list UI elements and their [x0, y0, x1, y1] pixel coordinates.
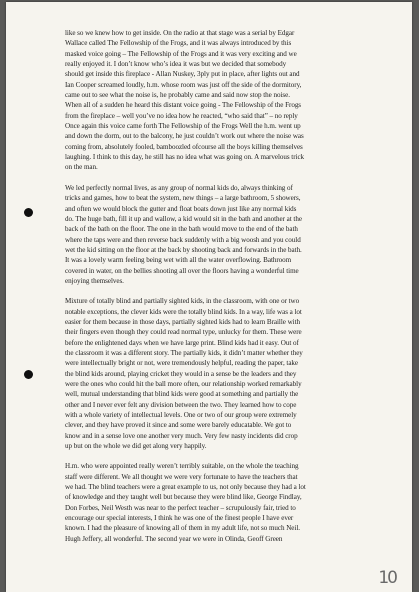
- punch-hole: [24, 208, 33, 217]
- punch-hole: [24, 370, 33, 379]
- paragraph-fellowship-of-frogs: like so we knew how to get inside. On the radio at that stage was a serial by Edgar Wallace called The Fellowship of the Frogs, and it was always introduced by this masked voice going – The Fellowship of the Frogs and it was very exciting and we really enjoyed it. I don’t know who’s idea it was but we decided that somebody should get inside this fireplace - Allan Nuskey, 3ply put in place, after lights out and Ian Cooper screamed loudly, h.m. whose room was just off the side of the dormitory, came out to see what the noise is, he probably came and said now stop the noise. When all of a sudden he heard this distant voice going - The Fellowship of the Frogs from the fireplace – well you’ve no idea how he reacted, “who said that” – no reply Once again this voice came forth The Fellowship of the Frogs Well the h.m. went up and down the dorm, out to the balcony, he just couldn’t work out where the noise was coming from, absolutely fooled, bamboozled ofcourse all the boys killing themselves laughing. I think to this day, he still has no idea what was going on. A marvelous trick on the man.: [65, 29, 305, 172]
- paragraph-bathroom: We led perfectly normal lives, as any group of normal kids do, always thinking of tricks and games, how to beat the system, new things – a large bathroom, 5 showers, and often we would block the gutter and float boats down just like any normal kids do. The huge bath, fill it up and wallow, a kid would sit in the bath and another at the back of the bath on the floor. The one in the bath would move to the end of the bath where the taps were and then reverse back suddenly with a big woosh and you could wet the kid sitting on the floor at the back by shooting back and forwards in the bath. It was a lovely warm feeling being wet with all the water overflowing. Bathroom covered in water, on the bellies shooting all over the floors having a wonderful time enjoying themselves.: [65, 183, 302, 285]
- body-text: [65, 28, 410, 552]
- paragraph-teachers: H.m. who were appointed really weren’t terribly suitable, on the whole the teaching staff were different. We all thought we were very fortunate to have the teachers that we had. The blind teachers were a great example to us, not only because they had a lot of knowledge and they taught well but because they were blind like, George Findlay, Don Forbes, Neil Westh was near to the perfect teacher – scrupulously fair, tried to encourage our special interests, I think he was one of the finest people I have ever known. I had the pleasure of knowing all of them in my adult life, not so much Neil. Hugh Jeffery, all wonderful. The second year we were in Olinda, Geoff Green: [65, 462, 306, 543]
- document-page: [6, 2, 412, 592]
- paragraph-classroom: Mixture of totally blind and partially sighted kids, in the classroom, with one or two notable exceptions, the clever kids were the totally blind kids. In a way, life was a lot easier for them because in those days, partially sighted kids had to learn Braille with their fingers even though they could read normal type, unlucky for them. These were before the enlightened days when we have large print. Blind kids had it easy. Out of the classroom it was a different story. The partially kids, it didn’t matter whether they were intellectually bright or not, were tremendously helpful, reading the paper, take the blind kids around, playing cricket they would in a sense be the leaders and they were the ones who could hit the ball more often, our relationship worked remarkably well, mutual understanding that blind kids were good at something and partially the other and I never ever felt any division between the two. They learned how to cope with a whole variety of intellectual levels. One or two of our group were extremely clever, and they have proved it since and some were barely educatable. We got to know and in a sense love one another very much. Very few nasty incidents did crop up but on the whole we did get along very happily.: [65, 297, 303, 451]
- handwritten-page-number: 10: [378, 568, 396, 588]
